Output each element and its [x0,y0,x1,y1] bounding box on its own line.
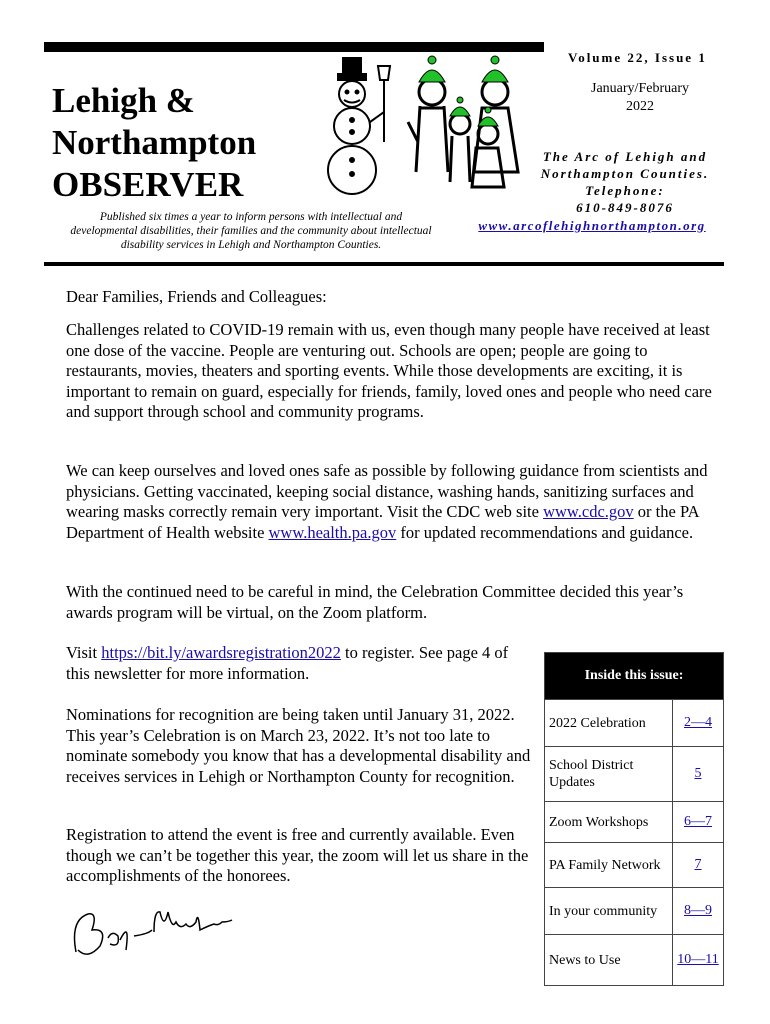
letter-paragraph-6: Registration to attend the event is free and currently available. Even though we can’t be together this year, the zoom will let us share in the accomplishments of the honorees. [66,825,529,885]
toc-item-label: In your community [545,888,673,934]
letter-paragraph-4 [66,643,536,684]
masthead-tagline: Published six times a year to inform persons with intellectual and developmental disabilities, their families and the community about intellectual disability services in Lehigh and Northampton Counties. [70,211,432,251]
top-rule [44,42,544,52]
toc-row [545,887,723,934]
toc-row [545,699,723,746]
masthead-title [52,80,256,206]
toc-item-pages-link[interactable]: 5 [694,766,702,781]
toc-row [545,842,723,887]
org-phone: 610-849-8076 [576,200,674,215]
letter-paragraph-3: With the continued need to be careful in mind, the Celebration Committee decided this year’s awards program will be virtual, on the Zoom platform. [66,582,684,622]
registration-link[interactable]: https://bit.ly/awardsregistration2022 [101,643,341,662]
signature [68,900,238,970]
letter-paragraph-1: Challenges related to COVID-19 remain with us, even though many people have received at least one dose of the vaccine. People are venturing out. Schools are open; people are going to restaurants, movies, theaters and sporting events. While those developments are exciting, it is important to remain on guard, especially for friends, family, loved ones and people who need care and support through school and community programs. [66,320,712,421]
volume-issue: Volume 22, Issue 1 [568,50,707,65]
toc-row [545,746,723,801]
toc-item-pages-link[interactable]: 10—11 [677,952,719,967]
issue-date [560,80,720,116]
masthead-line-1: Lehigh & [52,81,195,120]
snowman-family-illustration [300,52,530,202]
toc-item-label: 2022 Celebration [545,700,673,746]
toc-item-pages-link[interactable]: 7 [694,857,702,872]
para4-text-a: Visit [66,643,102,662]
snowman-icon [328,58,390,194]
para2-text-b: or the PA Department of Health website [66,502,699,542]
toc-item-label: PA Family Network [545,843,673,887]
para4-text-b: to register. See page 4 of this newsletter for more information. [66,643,509,683]
letter-paragraph-5: Nominations for recognition are being taken until January 31, 2022. This year’s Celebration is on March 23, 2022. It’s not too late to nominate somebody you know that has a developmental disability and receives services in Lehigh or Northampton County for recognition. [66,705,531,786]
header-divider [44,262,724,266]
toc-row [545,801,723,842]
issue-date-year: 2022 [626,99,654,114]
para2-text-a: We can keep ourselves and loved ones safe as possible by following guidance from scientists and physicians. Getting vaccinated, keeping social distance, washing hands, sanitizing surfaces and wearing masks correctly remain very important. Visit the CDC web site [66,461,708,521]
toc-item-pages-link[interactable]: 6—7 [684,814,712,829]
health-pa-link[interactable]: www.health.pa.gov [268,522,397,542]
letter-greeting: Dear Families, Friends and Colleagues: [66,287,327,306]
toc-row [545,934,723,985]
cdc-link[interactable]: www.cdc.gov [543,502,634,521]
org-website-link[interactable]: www.arcoflehighnorthampton.org [478,218,706,233]
inside-this-issue-table [544,652,724,986]
toc-item-pages-link[interactable]: 2—4 [684,715,712,730]
para2-text-c: for updated recommendations and guidance. [396,522,694,542]
org-telephone-label: Telephone: [585,183,665,198]
toc-item-label: News to Use [545,935,673,985]
organization-info [520,148,730,216]
issue-date-months: January/February [591,81,689,96]
toc-item-label: Zoom Workshops [545,802,673,842]
masthead-line-3: OBSERVER [52,165,244,204]
org-name-line-2: Northampton Counties. [540,166,710,181]
toc-heading: Inside this issue: [545,653,723,699]
org-name-line-1: The Arc of Lehigh and [542,149,708,164]
masthead-line-2: Northampton [52,123,257,162]
toc-item-pages-link[interactable]: 8—9 [684,903,712,918]
letter-paragraph-2 [66,461,716,543]
green-hats-icon [419,56,508,126]
toc-item-label: School District Updates [545,747,673,801]
family-figures-icon [408,79,518,187]
